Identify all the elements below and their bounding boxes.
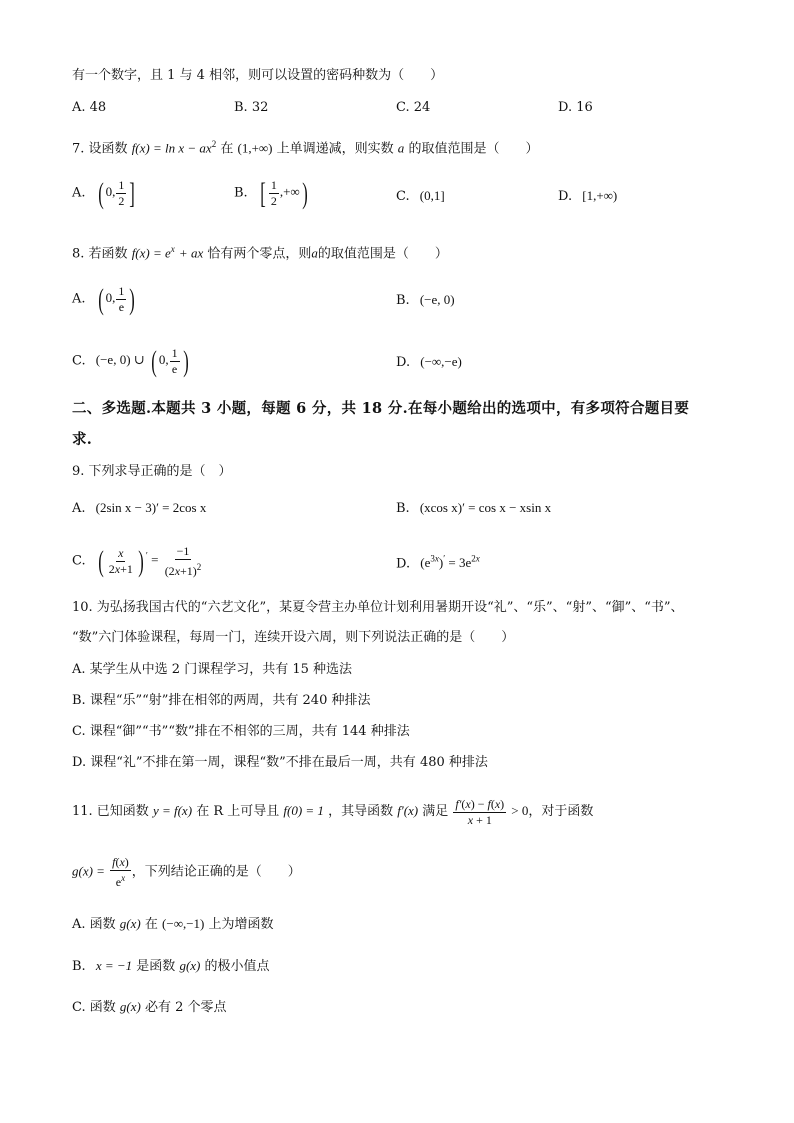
q9-option-b: B. (xcos x)′ = cos x − xsin x (396, 500, 552, 516)
q6-stem-tail: 有一个数字，且 1 与 4 相邻，则可以设置的密码种数为（ ） (72, 68, 444, 83)
q6-option-c: C. 24 (396, 100, 431, 115)
q7-option-a: A. ( 0, $\frac{1}{2}$ ] (72, 176, 136, 210)
q8-option-c: C. (−e, 0) ∪ ( 0, $\frac{1}{e}$ ) (72, 344, 189, 378)
q7-option-c: C. (0,1] (396, 188, 445, 204)
q8-option-b: B. (−e, 0) (396, 292, 455, 308)
q11-stem-line1: 11. 已知函数 y = f(x) 在 R 上可导且 f(0) = 1 ，其导函数 f′(x) 满足 $\frac{f'(x) - f(x)}{x + 1}$ > 0，对于函数 (72, 796, 594, 827)
q8-stem: 8. 若函数 $f(x) = e^x$ + ax 恰有两个零点，则a的取值范围是（ ） (72, 244, 448, 262)
q9-option-d: D. $(e^{3x})' = 3e^{2x}$ (396, 554, 480, 572)
section2-heading-line2: 求. (72, 431, 93, 448)
q10-option-b: B. 课程“乐”“射”排在相邻的两周，共有 240 种排法 (72, 693, 371, 708)
q7-option-b: B. [ $\frac{1}{2}$ ,+∞) (234, 176, 308, 210)
q7-stem: 7. 设函数 $f(x) = \ln x - ax^2$ 在 (1,+∞) 上单调递减，则实数 a 的取值范围是（ ） (72, 139, 539, 157)
q11-option-a: A. 函数 g(x) 在 (−∞,−1) 上为增函数 (72, 916, 274, 932)
q6-option-b: B. 32 (234, 100, 269, 115)
q6-option-a: A. 48 (72, 100, 107, 115)
q11-option-c: C. 函数 g(x) 必有 2 个零点 (72, 999, 227, 1015)
q10-option-c: C. 课程“御”“书”“数”排在不相邻的三周，共有 144 种排法 (72, 724, 410, 739)
q8-option-d: D. (−∞,−e) (396, 354, 462, 370)
q10-stem-line1: 10. 为弘扬我国古代的“六艺文化”，某夏令营主办单位计划利用暑期开设“礼”、“乐”、“射”、“御”、“书”、 (72, 600, 684, 615)
q9-stem: 9. 下列求导正确的是（ ） (72, 464, 232, 479)
q9-option-c: C. ( $\frac{x}{2x+1}$ ) ′ = $\frac{-1}{(2x+1)^2}$ (72, 544, 202, 578)
q7-option-d: D. [1,+∞) (558, 188, 618, 204)
q6-option-d: D. 16 (558, 100, 593, 115)
q10-option-d: D. 课程“礼”不排在第一周，课程“数”不排在最后一周，共有 480 种排法 (72, 755, 488, 770)
q11-stem-line2: g(x) = $\frac{f(x)}{e^x}$ ，下列结论正确的是（ ） (72, 855, 301, 889)
q10-stem-line2: “数”六门体验课程，每周一门，连续开设六周，则下列说法正确的是（ ） (72, 630, 515, 645)
q9-option-a: A. (2sin x − 3)′ = 2cos x (72, 500, 207, 516)
section2-heading-line1: 二、多选题.本题共 3 小题，每题 6 分，共 18 分.在每小题给出的选项中，有多项符合题目要 (72, 400, 690, 417)
q11-option-b: B. x = −1 是函数 g(x) 的极小值点 (72, 958, 270, 974)
q10-option-a: A. 某学生从中选 2 门课程学习，共有 15 种选法 (72, 662, 352, 677)
q8-option-a: A. ( 0, $\frac{1}{e}$ ) (72, 282, 136, 316)
